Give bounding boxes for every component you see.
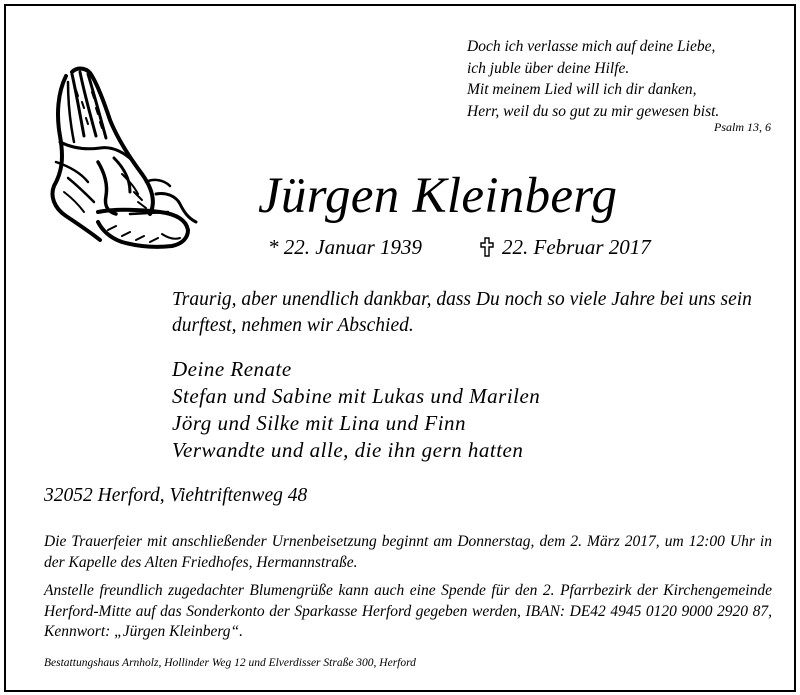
family-list <box>172 356 540 464</box>
bible-verse <box>467 36 772 122</box>
family-member: Stefan und Sabine mit Lukas und Marilen <box>172 384 541 408</box>
family-member: Verwandte und alle, die ihn gern hatten <box>172 438 524 462</box>
birth-date: * 22. Januar 1939 <box>268 235 422 259</box>
verse-reference: Psalm 13, 6 <box>714 120 771 134</box>
mourning-address: 32052 Herford, Viehtriftenweg 48 <box>44 485 308 506</box>
verse-line: Herr, weil du so gut zu mir gewesen bist. <box>467 102 720 120</box>
funeral-notice: Die Trauerfeier mit anschließender Urnenbeisetzung beginnt am Donnerstag, dem 2. März 2017, um 12:00 Uhr in der Kapelle des Alten Friedhofes, Hermannstraße. <box>44 533 772 571</box>
family-member: Deine Renate <box>172 357 292 381</box>
verse-line: ich juble über deine Hilfe. <box>467 59 630 77</box>
donation-notice: Anstelle freundlich zugedachter Blumengrüße kann auch eine Spende für den 2. Pfarrbezirk der Kirchengemeinde Herford-Mitte auf das Sonderkonto der Sparkasse Herford gegeben werden, IBAN: DE42 4945 0120 9000 2920 87, Kennwort: „Jürgen Kleinberg“. <box>44 582 772 640</box>
deceased-name: Jürgen Kleinberg <box>258 168 618 224</box>
praying-hands-icon <box>38 62 204 260</box>
cross-icon <box>480 237 494 257</box>
death-date-group <box>480 234 651 260</box>
verse-line: Mit meinem Lied will ich dir danken, <box>467 81 697 98</box>
verse-line: Doch ich verlasse mich auf deine Liebe, <box>467 38 716 55</box>
funeral-home-footer: Bestattungshaus Arnholz, Hollinder Weg 12 und Elverdisser Straße 300, Herford <box>44 657 416 669</box>
death-date: 22. Februar 2017 <box>502 235 651 259</box>
family-member: Jörg und Silke mit Lina und Finn <box>172 411 467 435</box>
intro-text: Traurig, aber unendlich dankbar, dass Du noch so viele Jahre bei uns sein durftest, nehmen wir Abschied. <box>172 289 752 336</box>
